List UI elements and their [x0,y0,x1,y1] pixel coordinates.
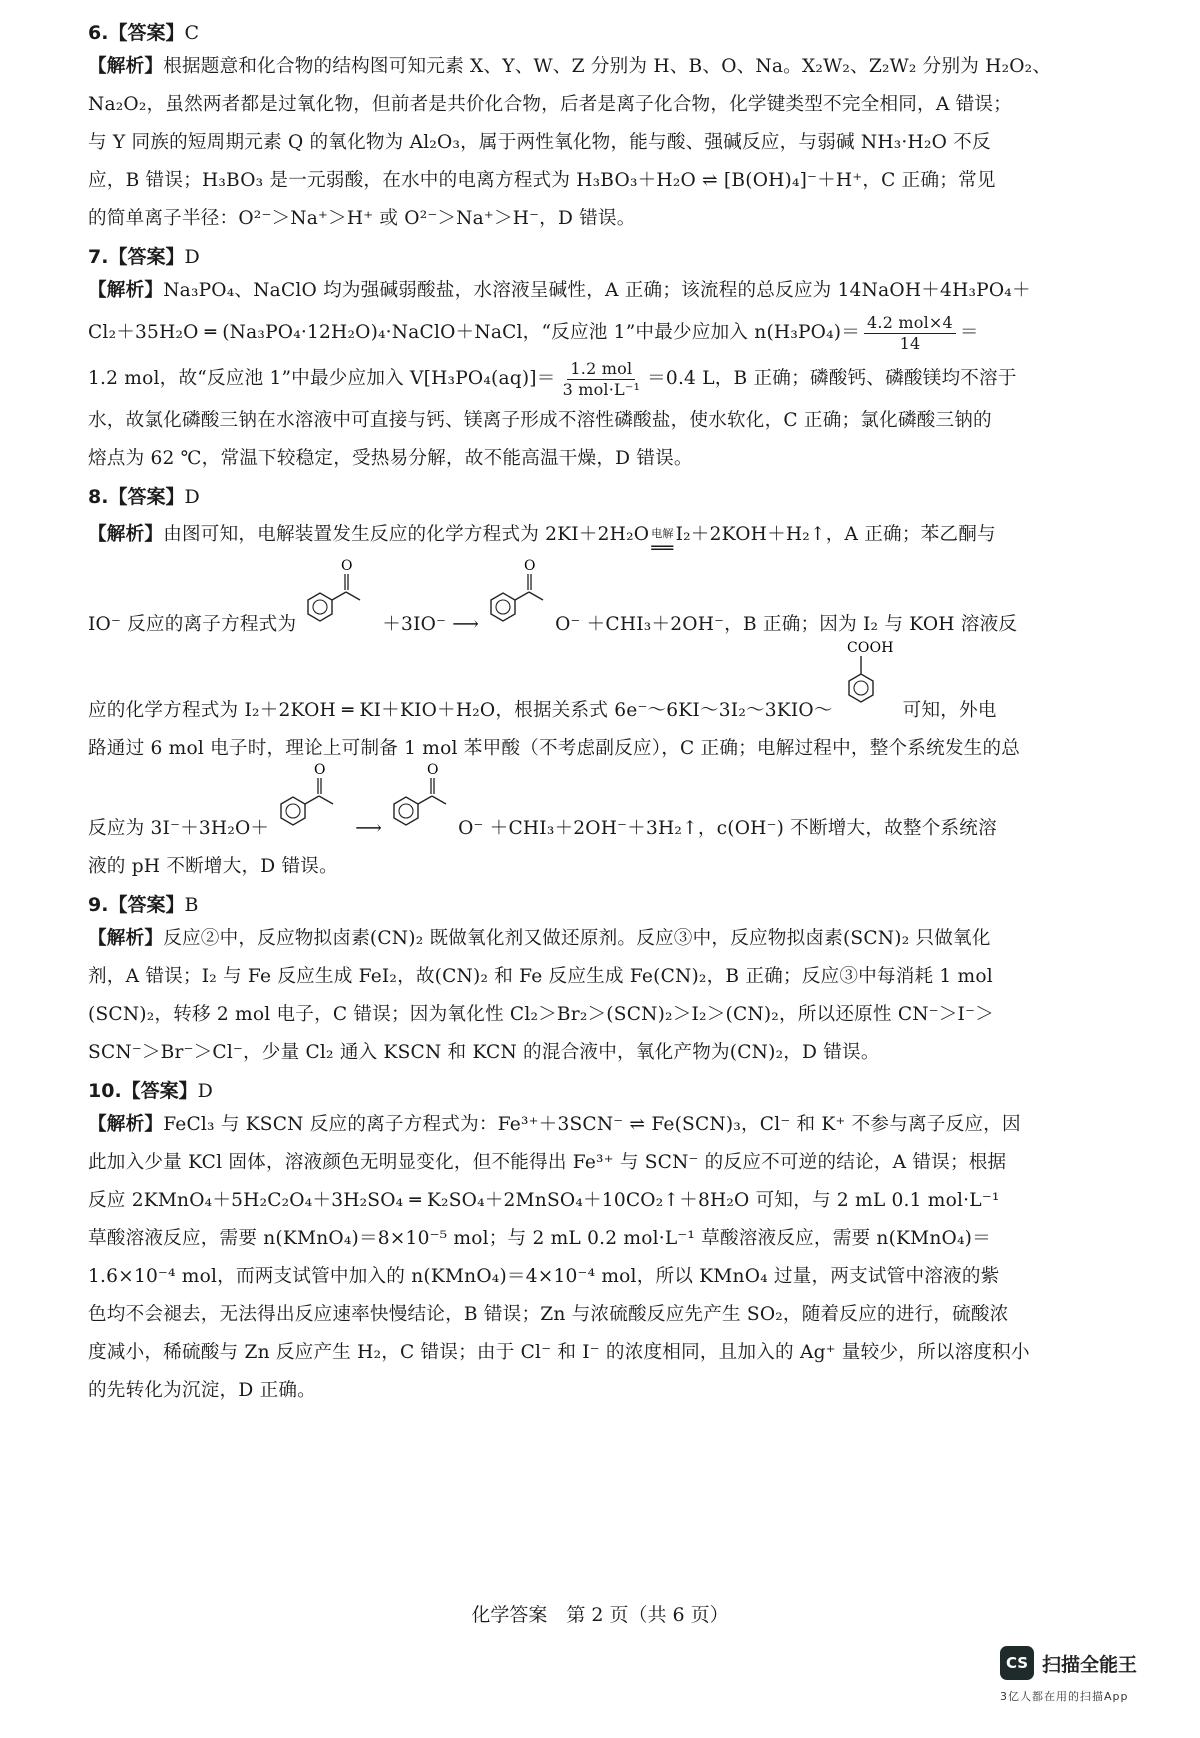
q8-line: 反应为 3I⁻＋3H₂O＋ [88,818,270,839]
electrolysis-arrow: 电解 ══ [651,527,674,559]
q9-head-label: 9.【答案】 [88,894,185,916]
q8-heading [88,482,1118,512]
q9-line: 剂，A 错误；I₂ 与 Fe 反应生成 FeI₂，故(CN)₂ 和 Fe 反应生成 Fe(CN)₂，B 正确；反应③中每消耗 1 mol [88,966,993,987]
q9-line: 反应②中，反应物拟卤素(CN)₂ 既做氧化剂又做还原剂。反应③中，反应物拟卤素(SCN)₂ 只做氧化 [163,928,991,949]
camscanner-logo-icon: CS [1000,1646,1034,1680]
q8-arrow: ⟶ [355,818,383,839]
q8-line: 液的 pH 不断增大，D 错误。 [88,856,338,877]
q6-head-label: 6.【答案】 [88,22,185,44]
q8-line: I₂＋2KOH＋H₂↑，A 正确；苯乙酮与 [675,524,996,545]
q6-line: 与 Y 同族的短周期元素 Q 的氧化物为 Al₂O₃，属于两性氧化物，能与酸、强碱反应，与弱碱 NH₃·H₂O 不反 [88,132,991,153]
q10-head-label: 10.【答案】 [88,1080,198,1102]
q7-line: ＝0.4 L，B 正确；磷酸钙、磷酸镁均不溶于 [647,368,1017,389]
q8-head-label: 8.【答案】 [88,486,185,508]
q10-line: 反应 2KMnO₄＋5H₂C₂O₄＋3H₂SO₄ ═ K₂SO₄＋2MnSO₄＋10CO₂↑＋8H₂O 可知，与 2 mL 0.1 mol·L⁻¹ [88,1190,1000,1211]
q10-line: 此加入少量 KCl 固体，溶液颜色无明显变化，但不能得出 Fe³⁺ 与 SCN⁻ 的反应不可逆的结论，A 错误；根据 [88,1152,1007,1173]
benzoate-structure [479,556,555,644]
q8-structure-row-2 [88,640,1118,730]
q8-answer: D [184,486,200,508]
q8-structure-row-1 [88,558,1118,644]
q6-heading [88,18,1118,48]
fraction-denominator: 14 [899,333,921,353]
q6-explanation [88,48,1118,238]
q8-line: 可知，外电 [902,700,997,721]
q8-explanation [88,512,1118,886]
carbonyl-oxygen: O [427,762,439,778]
q6-explain-label: 【解析】 [88,56,164,77]
q6-answer: C [184,22,199,44]
q10-line: 草酸溶液反应，需要 n(KMnO₄)＝8×10⁻⁵ mol；与 2 mL 0.2 mol·L⁻¹ 草酸溶液反应，需要 n(KMnO₄)＝ [88,1228,991,1249]
q7-explain-label: 【解析】 [88,280,164,301]
benzoate-structure [382,760,458,848]
q7-line: 水，故氯化磷酸三钠在水溶液中可直接与钙、镁离子形成不溶性磷酸盐，使水软化，C 正确；氯化磷酸三钠的 [88,410,992,431]
q7-equals: ＝ [959,322,979,343]
q9-explanation [88,920,1118,1072]
fraction-numerator: 4.2 mol×4 [864,313,956,334]
fraction-denominator: 3 mol·L⁻¹ [562,379,641,399]
q10-line: 1.6×10⁻⁴ mol，而两支试管中加入的 n(KMnO₄)＝4×10⁻⁴ mol，所以 KMnO₄ 过量，两支试管中溶液的紫 [88,1266,1000,1287]
q10-line: 的先转化为沉淀，D 正确。 [88,1380,316,1401]
q10-line: FeCl₃ 与 KSCN 反应的离子方程式为：Fe³⁺＋3SCN⁻ ⇌ Fe(SCN)₃，Cl⁻ 和 K⁺ 不参与离子反应，因 [163,1114,1021,1135]
acetophenone-structure [296,556,382,644]
q7-line: Na₃PO₄、NaClO 均为强碱弱酸盐，水溶液呈碱性，A 正确；该流程的总反应为 14NaOH＋4H₃PO₄＋ [163,280,1031,301]
q9-line: (SCN)₂，转移 2 mol 电子，C 错误；因为氧化性 Cl₂＞Br₂＞(SCN)₂＞I₂＞(CN)₂，所以还原性 CN⁻＞I⁻＞ [88,1004,994,1025]
q8-line: 由图可知，电解装置发生反应的化学方程式为 2KI＋2H₂O [163,524,650,545]
q8-line: 路通过 6 mol 电子时，理论上可制备 1 mol 苯甲酸（不考虑副反应），C 正确；电解过程中，整个系统发生的总 [88,738,1021,759]
q9-heading [88,890,1118,920]
carbonyl-oxygen: O [341,558,353,574]
q8-line: IO⁻ 反应的离子方程式为 [88,614,297,635]
q7-line: Cl₂＋35H₂O ═ (Na₃PO₄·12H₂O)₄·NaClO＋NaCl，“反应池 1”中最少应加入 n(H₃PO₄)＝ [88,322,861,343]
q9-line: SCN⁻＞Br⁻＞Cl⁻，少量 Cl₂ 通入 KSCN 和 KCN 的混合液中，氧化产物为(CN)₂，D 错误。 [88,1042,880,1063]
q8-line: ＋3IO⁻ ⟶ [382,614,480,635]
q7-answer: D [184,246,200,268]
q10-line: 度减小，稀硫酸与 Zn 反应产生 H₂，C 错误；由于 Cl⁻ 和 I⁻ 的浓度相同，且加入的 Ag⁺ 量较少，所以溶度积小 [88,1342,1030,1363]
electrolysis-label: 电解 [651,527,674,540]
q6-line: 应，B 错误；H₃BO₃ 是一元弱酸，在水中的电离方程式为 H₃BO₃＋H₂O ⇌ [B(OH)₄]⁻＋H⁺，C 正确；常见 [88,170,996,191]
q10-answer: D [197,1080,213,1102]
q7-head-label: 7.【答案】 [88,246,185,268]
page-footer: 化学答案 第 2 页（共 6 页） [471,1604,729,1626]
q7-fraction-2 [560,359,644,400]
q8-line: 应的化学方程式为 I₂＋2KOH ═ KI＋KIO＋H₂O，根据关系式 6e⁻～6KI～3I₂～3KIO～ [88,700,833,721]
q10-explanation [88,1106,1118,1410]
q8-explain-label: 【解析】 [88,524,164,545]
q7-line: 熔点为 62 ℃，常温下较稳定，受热易分解，故不能高温干燥，D 错误。 [88,448,693,469]
q7-line: 1.2 mol，故“反应池 1”中最少应加入 V[H₃PO₄(aq)]＝ [88,368,556,389]
q9-answer: B [184,894,199,916]
q6-line: Na₂O₂，虽然两者都是过氧化物，但前者是共价化合物，后者是离子化合物，化学键类型不完全相同，A 错误； [88,94,1012,115]
q8-line: O⁻ ＋CHI₃＋2OH⁻＋3H₂↑，c(OH⁻) 不断增大，故整个系统溶 [458,818,997,839]
carbonyl-oxygen: O [314,762,326,778]
q7-fraction-1 [864,313,956,354]
answer-page [88,14,1118,1410]
q7-explanation [88,272,1118,478]
fraction-numerator: 1.2 mol [567,359,635,380]
cooh-label: COOH [846,640,894,656]
camscanner-tagline: 3亿人都在用的扫描App [1000,1690,1129,1703]
q10-line: 色均不会褪去，无法得出反应速率快慢结论，B 错误；Zn 与浓硫酸反应先产生 SO₂，随着反应的进行，硫酸浓 [88,1304,1009,1325]
q7-heading [88,242,1118,272]
q8-structure-row-3 [88,762,1118,848]
q6-line: 根据题意和化合物的结构图可知元素 X、Y、W、Z 分别为 H、B、O、Na。X₂W₂、Z₂W₂ 分别为 H₂O₂、 [163,56,1052,77]
carbonyl-oxygen: O [524,558,536,574]
q10-heading [88,1076,1118,1106]
q10-explain-label: 【解析】 [88,1114,164,1135]
q6-line: 的简单离子半径：O²⁻＞Na⁺＞H⁺ 或 O²⁻＞Na⁺＞H⁻，D 错误。 [88,208,636,229]
q9-explain-label: 【解析】 [88,928,164,949]
benzoic-acid-structure [833,636,903,730]
camscanner-name: 扫描全能王 [1042,1653,1138,1676]
acetophenone-structure [269,760,355,848]
q8-line: O⁻ ＋CHI₃＋2OH⁻，B 正确；因为 I₂ 与 KOH 溶液反 [555,614,1018,635]
camscanner-watermark [1000,1646,1137,1680]
